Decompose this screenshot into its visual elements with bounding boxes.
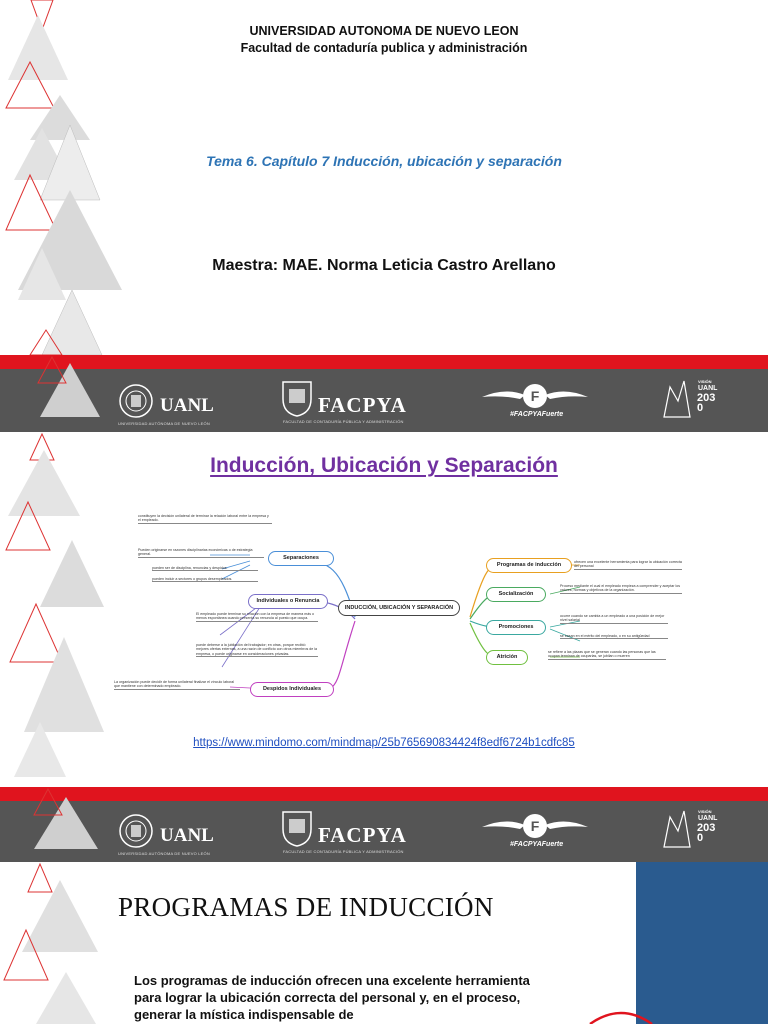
vision-2030-emblem-icon [660, 377, 694, 421]
triangle-pattern-decoration [0, 862, 130, 1024]
mindmap-slide [0, 432, 768, 787]
red-divider [0, 355, 768, 369]
mindmap-node-despidos: Despidos Individuales [250, 682, 334, 697]
mindmap-note: La organización puede decidir de forma unilateral finalizar el vínculo laboral que mantiene con determinado empleado. [114, 680, 240, 690]
mindmap-note: se refiere a las plazas que se generan cuando las personas que las ocupan terminan de ocuparlas, se jubilan o mueren [548, 650, 666, 660]
teacher-name: Maestra: MAE. Norma Leticia Castro Arellano [212, 257, 556, 274]
facpya-fuerte-hashtag: #FACPYAFuerte [510, 841, 564, 848]
vision-uanl-label: UANL [698, 385, 718, 392]
uanl-logo-subtitle: UNIVERSIDAD AUTÓNOMA DE NUEVO LEÓN [118, 421, 210, 426]
topic-title: Tema 6. Capítulo 7 Inducción, ubicación y separación [206, 153, 562, 169]
facpya-logo-text: FACPYA [318, 823, 407, 847]
uanl-logo-subtitle: UNIVERSIDAD AUTÓNOMA DE NUEVO LEÓN [118, 851, 210, 856]
facpya-logo-subtitle: FACULTAD DE CONTADURÍA PÚBLICA Y ADMINISTRACIÓN [283, 419, 404, 424]
vision-label: VISIÓN [698, 379, 712, 384]
mindmap-node-atricion: Atrición [486, 650, 528, 665]
vision-2030-emblem-icon [660, 807, 694, 851]
mindmap-note: El empleado puede terminar su relación con la empresa de manera más o menos espontánea cuando presenta su renuncia al puesto que ocupa. [196, 612, 318, 622]
title-slide [0, 0, 768, 355]
slide-body-text: Los programas de inducción ofrecen una excelente herramienta para lograr la ubicación correcta del personal y, en el proceso, generar la mística indispensable de [134, 973, 530, 1022]
mindmap-note: ofrecen una excelente herramienta para lograr la ubicación correcta del personal [574, 560, 682, 569]
faculty-name: Facultad de contaduría publica y administración [240, 41, 528, 55]
uanl-seal-icon [118, 813, 154, 849]
facpya-logo-subtitle: FACULTAD DE CONTADURÍA PÚBLICA Y ADMINISTRACIÓN [283, 849, 404, 854]
mindmap-note: ocurre cuando se cambia a un empleado a una posición de mejor nivel salarial [560, 614, 668, 624]
mindmap-node-socializacion: Socialización [486, 587, 546, 602]
induction-programs-slide [0, 862, 768, 1024]
uanl-logo-text: UANL [160, 395, 214, 416]
logo-band [0, 355, 768, 432]
slide-title: Inducción, Ubicación y Separación [210, 454, 558, 477]
vision-label: VISIÓN [698, 809, 712, 814]
mindmap-note: pueden incluir a sectores o grupos desempleados. [152, 577, 258, 582]
mindmap-note: Proceso mediante el cual el empleado empieza a comprender y aceptar los valores, normas y objetivos de la organización. [560, 584, 681, 593]
facpya-fuerte-wings-icon [480, 381, 590, 411]
mindmap-note: constituyen la decisión unilateral de terminar la relación laboral entre la empresa y el empleado. [138, 514, 272, 524]
mindmap-note: se basan en el mérito del empleado, o en su antigüedad [560, 634, 668, 639]
svg-text:F: F [530, 818, 540, 834]
mindmap-node-separaciones: Separaciones [268, 551, 334, 566]
svg-text:F: F [530, 388, 540, 404]
logo-band [0, 787, 768, 862]
mindmap-link[interactable]: https://www.mindomo.com/mindmap/25b765690834424f8edf6724b1cdfc85 [193, 737, 575, 749]
mindmap-node-individuales: Individuales o Renuncia [248, 594, 328, 609]
facpya-logo-text: FACPYA [318, 393, 407, 417]
mindmap-note: pueden ser de disciplina, renuncias y despidos. [152, 566, 258, 571]
mindmap-note: Pueden originarse en razones disciplinarias económicas o de estrategia general. [138, 548, 264, 558]
slide-title: PROGRAMAS DE INDUCCIÓN [118, 892, 494, 922]
facpya-fuerte-wings-icon [480, 811, 590, 841]
uanl-seal-icon [118, 383, 154, 419]
facpya-shield-icon [280, 809, 314, 847]
uanl-logo-text: UANL [160, 825, 214, 846]
university-name: UNIVERSIDAD AUTONOMA DE NUEVO LEON [249, 24, 519, 38]
facpya-fuerte-hashtag: #FACPYAFuerte [510, 411, 564, 418]
mindmap-node-programas: Programas de inducción [486, 558, 572, 573]
red-arc-decoration [586, 1004, 656, 1024]
mindmap-note: puede deberse a la jubilación del trabajador; en otras, porque recibió mejores ofertas externas, a una razón de conflicto con otros miembros de la empresa, o puede originarse en consideraciones privadas. [196, 643, 318, 656]
vision-year: 2030 [697, 392, 716, 414]
vision-uanl-label: UANL [698, 815, 718, 822]
red-divider [0, 787, 768, 801]
blue-accent-panel [636, 862, 768, 1024]
mindmap-node-promociones: Promociones [486, 620, 546, 635]
mindmap-center-node: INDUCCIÓN, UBICACIÓN Y SEPARACIÓN [338, 600, 460, 616]
vision-year: 2030 [697, 822, 716, 844]
facpya-shield-icon [280, 379, 314, 417]
